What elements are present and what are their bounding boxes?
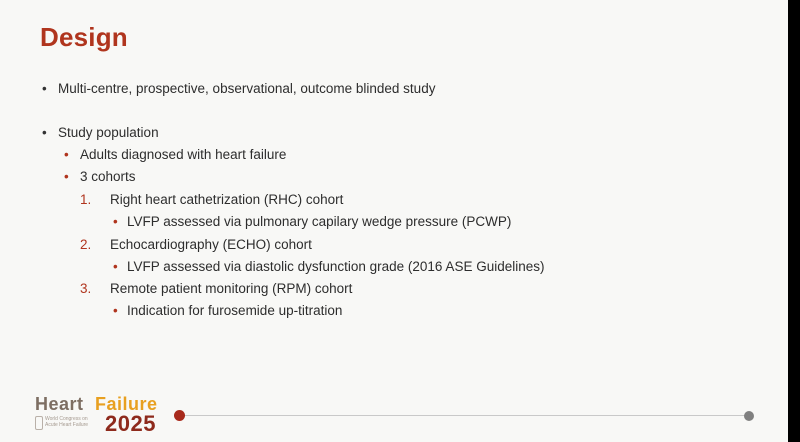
- detail-bullet-marker: •: [113, 303, 118, 318]
- footer-progress-line: [180, 415, 750, 416]
- detail-bullet-text: Indication for furosemide up-titration: [127, 303, 343, 318]
- slide-title: Design: [40, 22, 128, 52]
- sub-bullet-marker: •: [64, 169, 69, 184]
- logo-year: 2025: [105, 411, 156, 436]
- bullet-text: Multi-centre, prospective, observational, outcome blinded study: [58, 81, 436, 96]
- detail-bullet-marker: •: [113, 214, 118, 229]
- bullet-marker: •: [42, 125, 47, 140]
- logo-word-failure: Failure: [95, 394, 158, 414]
- footer-start-dot: [174, 410, 185, 421]
- numbered-marker: 1.: [80, 192, 92, 207]
- numbered-marker: 2.: [80, 237, 92, 252]
- numbered-item-text: Echocardiography (ECHO) cohort: [110, 237, 312, 252]
- bullet-marker: •: [42, 81, 47, 96]
- sub-bullet-marker: •: [64, 147, 69, 162]
- conference-logo: [33, 394, 168, 438]
- sub-bullet-text: Adults diagnosed with heart failure: [80, 147, 287, 162]
- detail-bullet-marker: •: [113, 259, 118, 274]
- bullet-text: Study population: [58, 125, 159, 140]
- detail-bullet-text: LVFP assessed via diastolic dysfunction grade (2016 ASE Guidelines): [127, 259, 545, 274]
- sub-bullet-text: 3 cohorts: [80, 169, 136, 184]
- numbered-marker: 3.: [80, 281, 92, 296]
- detail-bullet-text: LVFP assessed via pulmonary capilary wedge pressure (PCWP): [127, 214, 512, 229]
- numbered-item-text: Right heart cathetrization (RHC) cohort: [110, 192, 344, 207]
- logo-mark-icon: [35, 416, 43, 430]
- logo-word-heart: Heart: [35, 394, 84, 414]
- footer-end-dot: [744, 411, 754, 421]
- logo-tagline: World Congress on Acute Heart Failure: [45, 416, 89, 428]
- numbered-item-text: Remote patient monitoring (RPM) cohort: [110, 281, 353, 296]
